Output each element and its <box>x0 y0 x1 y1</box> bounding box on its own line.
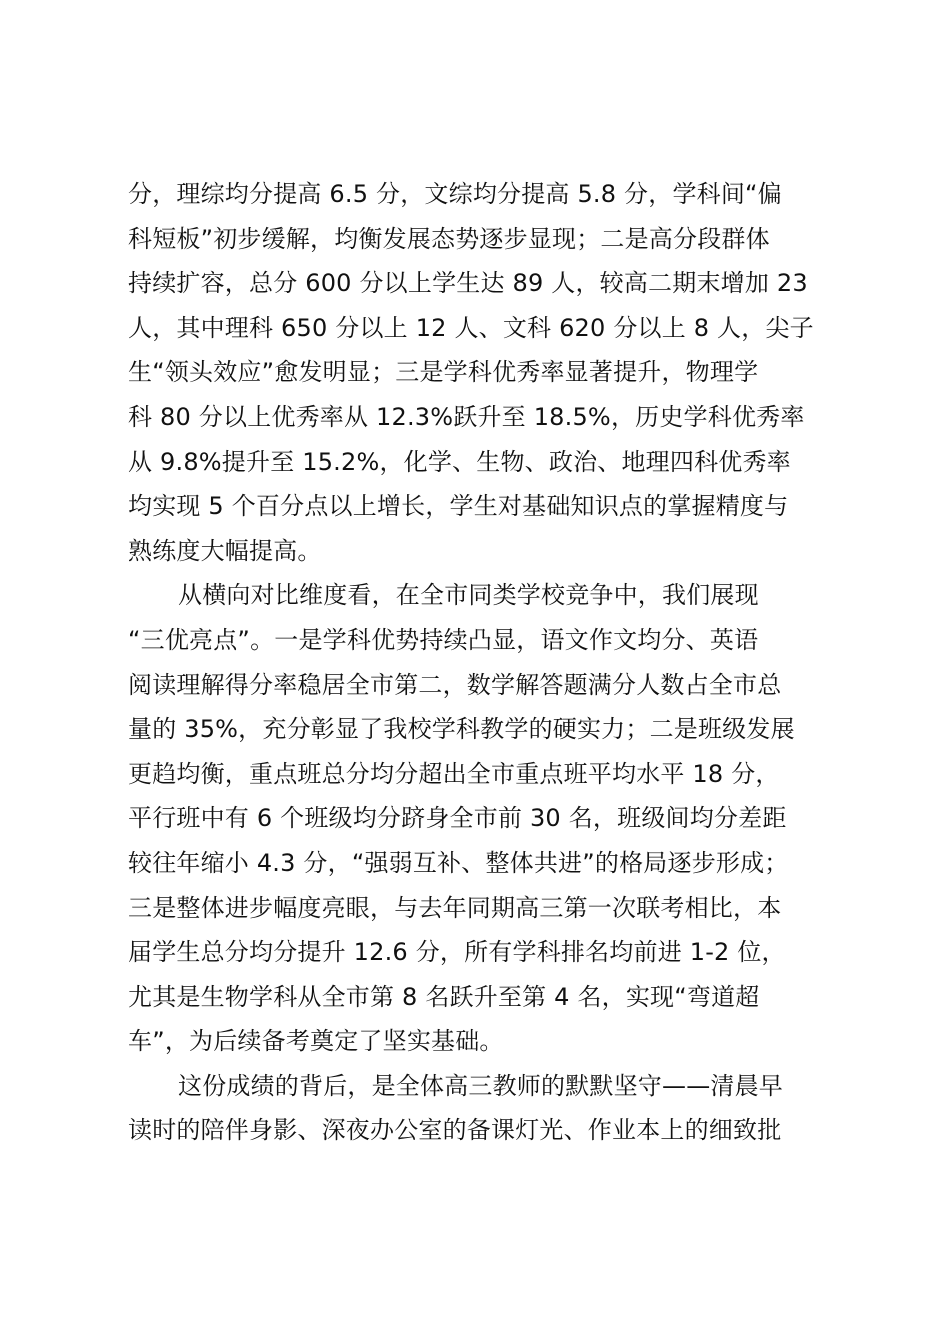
text-line: “三优亮点”。一是学科优势持续凸显，语文作文均分、英语 <box>128 625 759 654</box>
text-line: 较往年缩小 4.3 分，“强弱互补、整体共进”的格局逐步形成； <box>128 848 789 877</box>
text-line: 均实现 5 个百分点以上增长，学生对基础知识点的掌握精度与 <box>128 492 789 521</box>
text-line: 科 80 分以上优秀率从 12.3%跃升至 18.5%，历史学科优秀率 <box>128 402 805 431</box>
body-text <box>128 172 848 1153</box>
text-line: 生“领头效应”愈发明显；三是学科优秀率显著提升，物理学 <box>128 358 759 387</box>
text-line: 从 9.8%提升至 15.2%，化学、生物、政治、地理四科优秀率 <box>128 447 791 476</box>
text-line: 熟练度大幅提高。 <box>128 536 322 565</box>
text-line: 持续扩容，总分 600 分以上学生达 89 人，较高二期末增加 23 <box>128 269 808 298</box>
text-line: 科短板”初步缓解，均衡发展态势逐步显现；二是高分段群体 <box>128 224 770 253</box>
text-line: 尤其是生物学科从全市第 8 名跃升至第 4 名，实现“弯道超 <box>128 982 760 1011</box>
text-line: 阅读理解得分率稳居全市第二，数学解答题满分人数占全市总 <box>128 670 782 699</box>
paragraph-start-line: 这份成绩的背后，是全体高三教师的默默坚守——清晨早 <box>178 1071 783 1100</box>
text-line: 分，理综均分提高 6.5 分，文综均分提高 5.8 分，学科间“偏 <box>128 180 782 208</box>
text-line: 三是整体进步幅度亮眼，与去年同期高三第一次联考相比，本 <box>128 893 782 922</box>
paragraph-start-line: 从横向对比维度看，在全市同类学校竞争中，我们展现 <box>178 581 759 610</box>
text-line: 平行班中有 6 个班级均分跻身全市前 30 名，班级间均分差距 <box>128 804 787 833</box>
text-line: 届学生总分均分提升 12.6 分，所有学科排名均前进 1-2 位， <box>128 938 786 967</box>
text-line: 量的 35%，充分彰显了我校学科教学的硬实力；二是班级发展 <box>128 715 795 744</box>
text-line: 读时的陪伴身影、深夜办公室的备课灯光、作业本上的细致批 <box>128 1116 782 1145</box>
text-line: 更趋均衡，重点班总分均分超出全市重点班平均水平 18 分， <box>128 759 780 788</box>
text-line: 人，其中理科 650 分以上 12 人、文科 620 分以上 8 人，尖子 <box>128 313 814 342</box>
text-line: 车”，为后续备考奠定了坚实基础。 <box>128 1027 504 1056</box>
